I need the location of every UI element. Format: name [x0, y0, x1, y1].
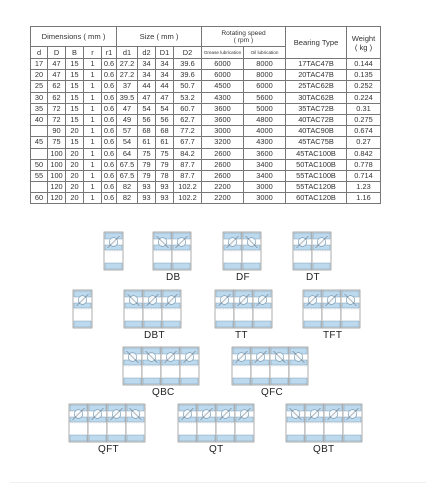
cell-d1: 37: [117, 81, 138, 92]
header-bearing-type: Bearing Type: [286, 27, 347, 59]
cell-type: 20TAC47B: [286, 70, 347, 81]
arrangement-df: [223, 232, 261, 270]
cell-oil: 8000: [244, 59, 286, 70]
cell-weight: 0.714: [347, 170, 381, 181]
cell-grease: 6000: [202, 70, 244, 81]
cell-oil: 6000: [244, 81, 286, 92]
cell-D1: 34: [156, 59, 174, 70]
cell-r: 1: [84, 114, 102, 125]
bottom-divider: [10, 482, 426, 483]
cell-oil: 8000: [244, 70, 286, 81]
cell-r: 1: [84, 193, 102, 204]
cell-D2: 77.2: [174, 126, 202, 137]
cell-D: 120: [48, 193, 66, 204]
cell-D: 100: [48, 159, 66, 170]
cell-oil: 5600: [244, 92, 286, 103]
cell-D: 47: [48, 59, 66, 70]
cell-r: 1: [84, 182, 102, 193]
cell-grease: 3600: [202, 114, 244, 125]
cell-r: 1: [84, 159, 102, 170]
cell-grease: 2600: [202, 170, 244, 181]
cell-r1: 0.6: [102, 193, 117, 204]
header-weight-title: Weight: [351, 33, 376, 43]
cell-d: 25: [31, 81, 48, 92]
cell-oil: 3000: [244, 193, 286, 204]
cell-D: 100: [48, 148, 66, 159]
cell-type: 45TAC75B: [286, 137, 347, 148]
cell-d1: 54: [117, 137, 138, 148]
cell-r1: 0.6: [102, 114, 117, 125]
cell-D2: 84.2: [174, 148, 202, 159]
cell-B: 15: [66, 137, 84, 148]
cell-B: 20: [66, 170, 84, 181]
cell-d1: 49: [117, 114, 138, 125]
cell-weight: 1.23: [347, 182, 381, 193]
cell-oil: 3400: [244, 159, 286, 170]
cell-type: 55TAC100B: [286, 170, 347, 181]
arrangement-qbt: [286, 404, 362, 442]
arrangement-tft: [303, 290, 360, 328]
arrangement-label-qfc: QFC: [261, 387, 284, 398]
cell-d2: 79: [138, 170, 156, 181]
cell-D1: 79: [156, 159, 174, 170]
cell-d1: 82: [117, 193, 138, 204]
cell-D1: 75: [156, 148, 174, 159]
cell-D2: 67.7: [174, 137, 202, 148]
cell-grease: 4500: [202, 81, 244, 92]
cell-d: 40: [31, 114, 48, 125]
cell-d1: 39.5: [117, 92, 138, 103]
cell-type: 40TAC72B: [286, 114, 347, 125]
cell-D2: 102.2: [174, 182, 202, 193]
cell-grease: 2200: [202, 182, 244, 193]
cell-grease: 3200: [202, 137, 244, 148]
header-weight-unit: ( kg ): [354, 42, 373, 52]
cell-B: 15: [66, 59, 84, 70]
header-dimensions: Dimensions ( mm ): [31, 27, 117, 47]
cell-r1: 0.6: [102, 159, 117, 170]
cell-r1: 0.6: [102, 182, 117, 193]
cell-D2: 39.6: [174, 70, 202, 81]
cell-D1: 93: [156, 182, 174, 193]
cell-d1: 27.2: [117, 59, 138, 70]
cell-D1: 78: [156, 170, 174, 181]
cell-d: 17: [31, 59, 48, 70]
arrangement-qfc: [232, 347, 308, 385]
cell-r: 1: [84, 148, 102, 159]
cell-r: 1: [84, 59, 102, 70]
cell-r: 1: [84, 137, 102, 148]
cell-B: 20: [66, 126, 84, 137]
arrangement-dbt: [124, 290, 181, 328]
cell-D: 47: [48, 70, 66, 81]
subheader-oil-label: Oil lubrication: [250, 50, 279, 55]
cell-d2: 93: [138, 182, 156, 193]
cell-weight: 0.252: [347, 81, 381, 92]
arrangement-tt: [215, 290, 272, 328]
cell-B: 20: [66, 148, 84, 159]
cell-weight: 1.16: [347, 193, 381, 204]
subheader-D: D: [48, 47, 66, 59]
cell-r1: 0.6: [102, 148, 117, 159]
cell-D2: 60.7: [174, 103, 202, 114]
cell-D2: 53.2: [174, 92, 202, 103]
cell-d2: 56: [138, 114, 156, 125]
cell-weight: 0.135: [347, 70, 381, 81]
cell-weight: 0.674: [347, 126, 381, 137]
cell-weight: 0.31: [347, 103, 381, 114]
cell-d2: 44: [138, 81, 156, 92]
cell-type: 50TAC100B: [286, 159, 347, 170]
cell-B: 15: [66, 103, 84, 114]
cell-D1: 47: [156, 92, 174, 103]
cell-d2: 54: [138, 103, 156, 114]
cell-d2: 75: [138, 148, 156, 159]
cell-r: 1: [84, 103, 102, 114]
cell-d: 30: [31, 92, 48, 103]
cell-B: 15: [66, 70, 84, 81]
subheader-D2: D2: [174, 47, 202, 59]
cell-D1: 93: [156, 193, 174, 204]
cell-D2: 102.2: [174, 193, 202, 204]
cell-weight: 0.224: [347, 92, 381, 103]
arrangement-label-qft: QFT: [98, 444, 119, 455]
cell-d: 60: [31, 193, 48, 204]
subheader-d: d: [31, 47, 48, 59]
cell-oil: 3000: [244, 182, 286, 193]
cell-D1: 54: [156, 103, 174, 114]
cell-B: 15: [66, 92, 84, 103]
cell-D2: 62.7: [174, 114, 202, 125]
arrangement-qft: [69, 404, 145, 442]
cell-r1: 0.6: [102, 126, 117, 137]
cell-grease: 2600: [202, 148, 244, 159]
cell-D1: 61: [156, 137, 174, 148]
subheader-r: r: [84, 47, 102, 59]
cell-r: 1: [84, 126, 102, 137]
cell-d1: 64: [117, 148, 138, 159]
cell-type: 60TAC120B: [286, 193, 347, 204]
cell-D: 72: [48, 114, 66, 125]
subheader-d1: d1: [117, 47, 138, 59]
cell-D: 120: [48, 182, 66, 193]
cell-r1: 0.6: [102, 59, 117, 70]
cell-B: 15: [66, 114, 84, 125]
header-size: Size ( mm ): [117, 27, 202, 47]
cell-type: 25TAC62B: [286, 81, 347, 92]
cell-r1: 0.6: [102, 92, 117, 103]
cell-r1: 0.6: [102, 70, 117, 81]
arrangement-label-db: DB: [166, 272, 181, 283]
cell-oil: 3400: [244, 170, 286, 181]
cell-grease: 6000: [202, 59, 244, 70]
cell-d2: 93: [138, 193, 156, 204]
arrangement-qbc: [123, 347, 199, 385]
cell-d1: 47: [117, 103, 138, 114]
cell-D1: 56: [156, 114, 174, 125]
cell-d2: 34: [138, 59, 156, 70]
single-bearing-2: [73, 290, 92, 328]
cell-type: 55TAC120B: [286, 182, 347, 193]
arrangement-qt: [178, 404, 254, 442]
cell-oil: 4300: [244, 137, 286, 148]
cell-d2: 34: [138, 70, 156, 81]
arrangement-label-tft: TFT: [323, 330, 343, 341]
cell-oil: 5000: [244, 103, 286, 114]
subheader-D1: D1: [156, 47, 174, 59]
cell-D: 100: [48, 170, 66, 181]
cell-oil: 3600: [244, 148, 286, 159]
cell-grease: 3000: [202, 126, 244, 137]
cell-type: 40TAC90B: [286, 126, 347, 137]
cell-weight: 0.842: [347, 148, 381, 159]
cell-r1: 0.6: [102, 103, 117, 114]
cell-r: 1: [84, 70, 102, 81]
subheader-B: B: [66, 47, 84, 59]
arrangement-dt: [293, 232, 331, 270]
cell-d2: 68: [138, 126, 156, 137]
cell-d1: 57: [117, 126, 138, 137]
cell-d2: 79: [138, 159, 156, 170]
cell-oil: 4000: [244, 126, 286, 137]
arrangement-label-dt: DT: [306, 272, 320, 283]
cell-r1: 0.6: [102, 137, 117, 148]
cell-grease: 3600: [202, 103, 244, 114]
cell-d2: 47: [138, 92, 156, 103]
cell-grease: 2600: [202, 159, 244, 170]
cell-d: 50: [31, 159, 48, 170]
arrangement-label-df: DF: [236, 272, 250, 283]
cell-D1: 44: [156, 81, 174, 92]
arrangement-label-qbt: QBT: [313, 444, 335, 455]
cell-r: 1: [84, 170, 102, 181]
arrangement-label-tt: TT: [235, 330, 248, 341]
cell-D2: 39.6: [174, 59, 202, 70]
cell-D: 90: [48, 126, 66, 137]
cell-D1: 68: [156, 126, 174, 137]
cell-B: 20: [66, 159, 84, 170]
cell-d: 45: [31, 137, 48, 148]
single-bearing-1: [104, 232, 123, 270]
cell-weight: 0.778: [347, 159, 381, 170]
cell-weight: 0.27: [347, 137, 381, 148]
cell-D2: 87.7: [174, 159, 202, 170]
cell-D1: 34: [156, 70, 174, 81]
cell-type: 35TAC72B: [286, 103, 347, 114]
cell-B: 20: [66, 182, 84, 193]
cell-d1: 67.5: [117, 170, 138, 181]
subheader-grease-label: Grease lubrication: [203, 50, 242, 55]
cell-type: 17TAC47B: [286, 59, 347, 70]
arrangement-label-qt: QT: [209, 444, 224, 455]
cell-d: 20: [31, 70, 48, 81]
subheader-d2: d2: [138, 47, 156, 59]
cell-weight: 0.144: [347, 59, 381, 70]
cell-type: 30TAC62B: [286, 92, 347, 103]
cell-D: 62: [48, 81, 66, 92]
cell-D: 62: [48, 92, 66, 103]
cell-B: 15: [66, 81, 84, 92]
header-speed-title: Rotating speed: [221, 29, 266, 37]
cell-r1: 0.6: [102, 81, 117, 92]
cell-r: 1: [84, 92, 102, 103]
arrangement-label-dbt: DBT: [144, 330, 165, 341]
cell-grease: 2200: [202, 193, 244, 204]
header-speed-unit: ( rpm ): [233, 36, 254, 44]
arrangement-label-qbc: QBC: [152, 387, 175, 398]
cell-type: 45TAC100B: [286, 148, 347, 159]
cell-B: 20: [66, 193, 84, 204]
cell-D: 75: [48, 137, 66, 148]
cell-oil: 4800: [244, 114, 286, 125]
cell-d2: 61: [138, 137, 156, 148]
cell-D2: 87.7: [174, 170, 202, 181]
cell-D: 72: [48, 103, 66, 114]
cell-D2: 50.7: [174, 81, 202, 92]
cell-grease: 4300: [202, 92, 244, 103]
cell-d1: 82: [117, 182, 138, 193]
subheader-r1: r1: [102, 47, 117, 59]
cell-d1: 27.2: [117, 70, 138, 81]
cell-weight: 0.275: [347, 114, 381, 125]
cell-r: 1: [84, 81, 102, 92]
cell-r1: 0.6: [102, 170, 117, 181]
cell-d: 55: [31, 170, 48, 181]
arrangement-db: [153, 232, 191, 270]
cell-d1: 67.5: [117, 159, 138, 170]
cell-d: 35: [31, 103, 48, 114]
